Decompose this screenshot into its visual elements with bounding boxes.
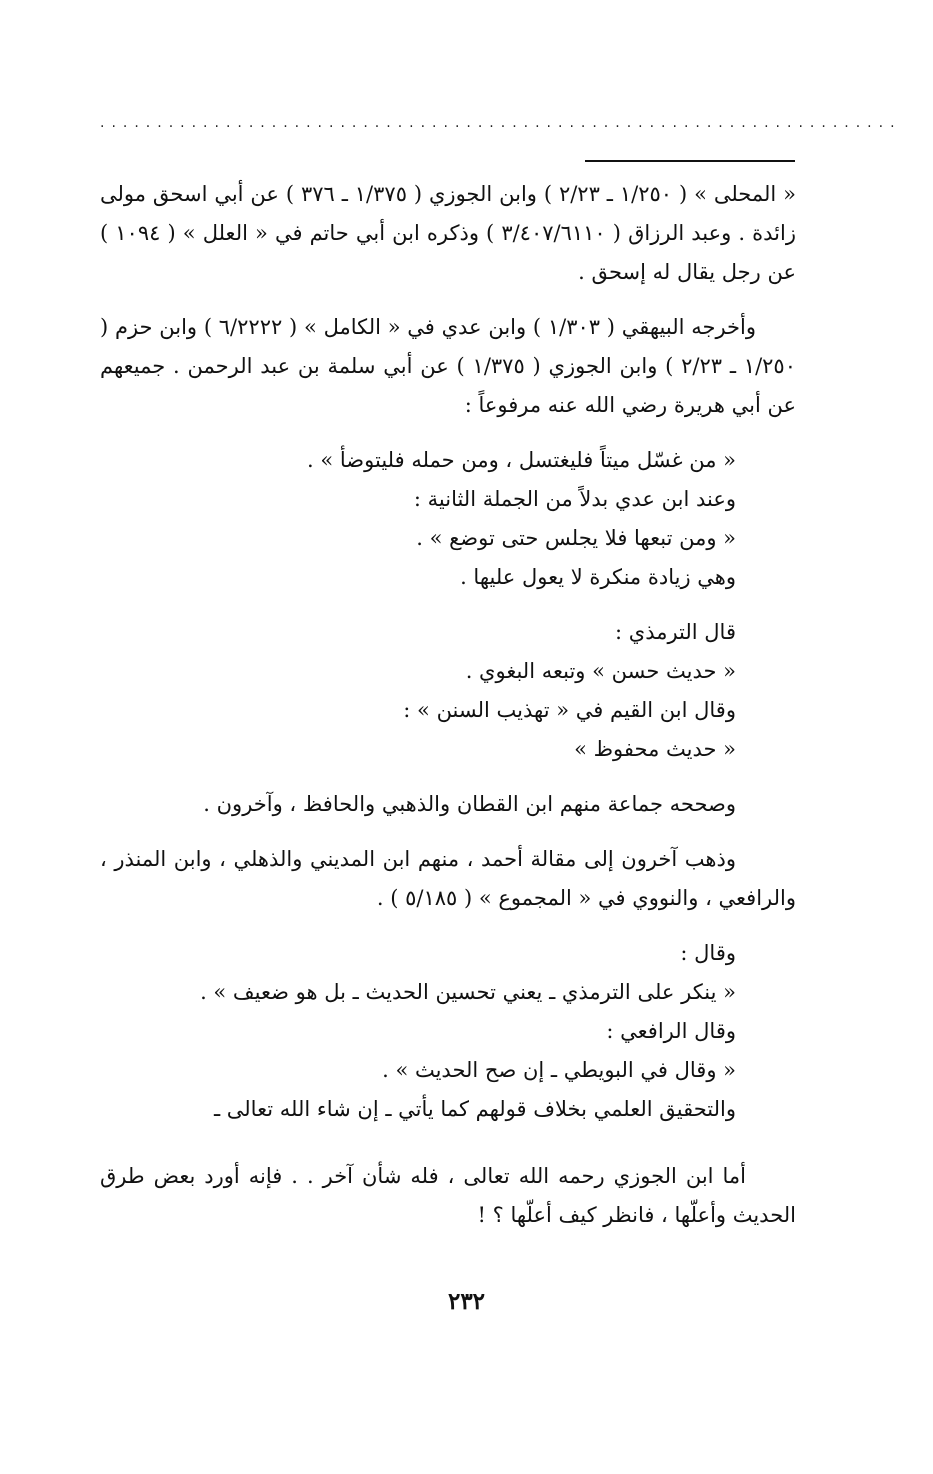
line-1: وعند ابن عدي بدلاً من الجملة الثانية : [413, 487, 736, 511]
dotted-separator: ...................................................................... [100, 115, 902, 131]
quote-1: « من غسّل ميتاً فليغتسل ، ومن حمله فليتوضأ » . [307, 448, 736, 472]
paragraph-4: أما ابن الجوزي رحمه الله تعالى ، فله شأن آخر . . فإنه أورد بعض طرق الحديث وأعلّها ، فانظر كيف أعلّها ؟ ! [100, 1164, 796, 1227]
quote-2: « ومن تبعها فلا يجلس حتى توضع » . [416, 526, 736, 550]
line-3: قال الترمذي : [615, 620, 736, 644]
line-2: وهي زيادة منكرة لا يعول عليها . [460, 565, 736, 589]
line-6: وقال : [680, 941, 736, 965]
paragraph-2: وأخرجه البيهقي ( ١/٣٠٣ ) وابن عدي في « الكامل » ( ٦/٢٢٢٢ ) وابن حزم ( ١/٢٥٠ ـ ٢/٢٣ ) وابن الجوزي ( ١/٣٧٥ ) عن أبي سلمة بن عبد الرحمن . جميعهم عن أبي هريرة رضي الله عنه مرفوعاً : [100, 315, 796, 417]
page-number: ٢٣٢ [447, 1288, 486, 1315]
line-8: والتحقيق العلمي بخلاف قولهم كما يأتي ـ إن شاء الله تعالى ـ [213, 1097, 736, 1121]
line-5: وصححه جماعة منهم ابن القطان والذهبي والحافظ ، وآخرون . [203, 792, 736, 816]
quote-5: « ينكر على الترمذي ـ يعني تحسين الحديث ـ بل هو ضعيف » . [200, 980, 736, 1004]
line-4: وقال ابن القيم في « تهذيب السنن » : [403, 698, 736, 722]
quote-3: « حديث حسن » وتبعه البغوي . [465, 659, 736, 683]
page-body [100, 175, 796, 1235]
quote-4: « حديث محفوظ » [574, 737, 736, 761]
paragraph-3: وذهب آخرون إلى مقالة أحمد ، منهم ابن المديني والذهلي ، وابن المنذر ، والرافعي ، والنووي في « المجموع » ( ٥/١٨٥ ) . [100, 847, 796, 910]
line-7: وقال الرافعي : [606, 1019, 736, 1043]
footnote-rule [585, 160, 795, 162]
paragraph-1: « المحلى » ( ١/٢٥٠ ـ ٢/٢٣ ) وابن الجوزي ( ١/٣٧٥ ـ ٣٧٦ ) عن أبي اسحق مولى زائدة . وعبد الرزاق ( ٣/٤٠٧/٦١١٠ ) وذكره ابن أبي حاتم في « العلل » ( ١٠٩٤ ) عن رجل يقال له إسحق . [100, 182, 796, 284]
quote-6: « وقال في البويطي ـ إن صح الحديث » . [382, 1058, 736, 1082]
